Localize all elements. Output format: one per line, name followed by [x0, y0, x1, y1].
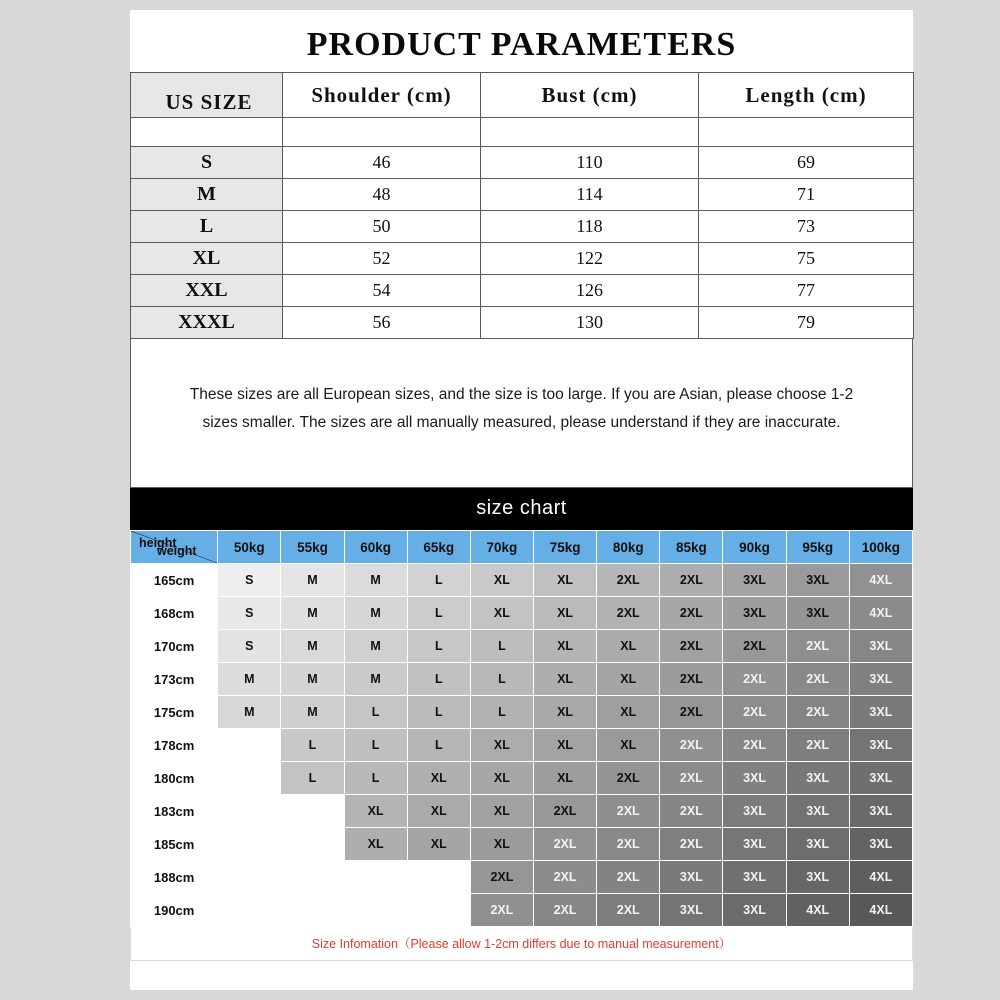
size-chart-cell: 4XL — [849, 861, 912, 894]
size-chart-weight-label: weight — [157, 544, 197, 558]
size-chart-cell: 2XL — [660, 630, 723, 663]
size-chart-cell: M — [344, 630, 407, 663]
size-chart-cell: 2XL — [597, 894, 660, 927]
size-chart-cell: 3XL — [849, 828, 912, 861]
size-chart-cell: 3XL — [849, 795, 912, 828]
size-chart-cell: L — [344, 696, 407, 729]
size-chart-cell — [281, 795, 344, 828]
table-row — [131, 147, 914, 179]
size-chart-cell: 2XL — [660, 564, 723, 597]
product-parameters-table — [130, 72, 914, 339]
size-chart-cell: L — [407, 597, 470, 630]
size-chart-cell: 2XL — [597, 597, 660, 630]
size-chart-weight-header: 55kg — [281, 531, 344, 564]
size-chart-cell: 2XL — [534, 828, 597, 861]
size-chart-height-header: 165cm — [131, 564, 218, 597]
size-chart-weight-header: 100kg — [849, 531, 912, 564]
size-chart-cell: 3XL — [723, 564, 786, 597]
size-chart-cell: 2XL — [723, 630, 786, 663]
size-chart-cell — [344, 861, 407, 894]
params-length: 75 — [699, 243, 914, 275]
table-row — [131, 795, 913, 828]
size-chart-cell: L — [470, 630, 533, 663]
size-chart-header-row — [131, 531, 913, 564]
params-bust: 118 — [481, 211, 699, 243]
size-chart-cell: 3XL — [723, 795, 786, 828]
size-chart-weight-header: 60kg — [344, 531, 407, 564]
size-chart-section — [130, 488, 913, 961]
table-row — [131, 861, 913, 894]
params-bust: 126 — [481, 275, 699, 307]
size-chart-height-header: 180cm — [131, 762, 218, 795]
size-chart-height-header: 178cm — [131, 729, 218, 762]
size-chart-cell: XL — [344, 795, 407, 828]
params-bust: 110 — [481, 147, 699, 179]
table-row — [131, 597, 913, 630]
size-chart-cell: 2XL — [660, 828, 723, 861]
size-chart-cell: M — [344, 663, 407, 696]
table-row — [131, 243, 914, 275]
size-chart-cell: M — [281, 663, 344, 696]
size-chart-cell — [281, 828, 344, 861]
params-size: XXXL — [131, 307, 283, 339]
size-chart-cell: XL — [407, 795, 470, 828]
size-chart-weight-header: 80kg — [597, 531, 660, 564]
params-bust: 130 — [481, 307, 699, 339]
params-shoulder: 54 — [283, 275, 481, 307]
size-chart-cell: 3XL — [849, 696, 912, 729]
size-chart-cell: 2XL — [534, 894, 597, 927]
size-chart-cell: 3XL — [723, 894, 786, 927]
params-bust: 114 — [481, 179, 699, 211]
params-length: 71 — [699, 179, 914, 211]
params-shoulder: 50 — [283, 211, 481, 243]
size-chart-cell: XL — [470, 762, 533, 795]
size-chart-cell: 2XL — [597, 762, 660, 795]
params-length: 73 — [699, 211, 914, 243]
params-spacer-row — [131, 118, 914, 147]
size-chart-height-header: 185cm — [131, 828, 218, 861]
size-chart-cell: XL — [407, 762, 470, 795]
params-header-length: Length (cm) — [699, 73, 914, 118]
size-chart-cell: 2XL — [660, 663, 723, 696]
size-chart-height-header: 170cm — [131, 630, 218, 663]
size-chart-cell: 2XL — [723, 696, 786, 729]
size-chart-height-header: 188cm — [131, 861, 218, 894]
size-chart-cell: XL — [470, 828, 533, 861]
size-chart-cell: 2XL — [534, 795, 597, 828]
size-chart-cell: XL — [534, 729, 597, 762]
size-chart-corner-cell — [131, 531, 218, 564]
size-chart-cell: XL — [534, 630, 597, 663]
size-chart-cell: 3XL — [723, 828, 786, 861]
size-chart-height-header: 175cm — [131, 696, 218, 729]
params-length: 77 — [699, 275, 914, 307]
size-chart-cell: M — [281, 597, 344, 630]
size-chart-cell: XL — [534, 762, 597, 795]
size-chart-cell: 3XL — [660, 861, 723, 894]
table-row — [131, 630, 913, 663]
params-header-row — [131, 73, 914, 118]
size-chart-table — [130, 530, 913, 927]
size-chart-cell: S — [218, 597, 281, 630]
size-chart-cell: 3XL — [849, 630, 912, 663]
size-chart-cell — [218, 861, 281, 894]
size-chart-weight-header: 85kg — [660, 531, 723, 564]
size-chart-cell: 3XL — [723, 597, 786, 630]
size-chart-height-label: height — [139, 536, 177, 550]
table-row — [131, 307, 914, 339]
size-chart-cell: XL — [407, 828, 470, 861]
size-chart-cell: L — [344, 762, 407, 795]
params-size: XL — [131, 243, 283, 275]
size-chart-cell: M — [218, 696, 281, 729]
size-chart-cell: L — [470, 663, 533, 696]
size-chart-cell: 2XL — [786, 696, 849, 729]
size-chart-footer: Size Infomation（Please allow 1-2cm differs due to manual measurement） — [130, 927, 913, 961]
size-chart-cell: S — [218, 630, 281, 663]
params-bust: 122 — [481, 243, 699, 275]
size-chart-cell: L — [407, 630, 470, 663]
table-row — [131, 762, 913, 795]
params-length: 79 — [699, 307, 914, 339]
size-chart-cell — [407, 861, 470, 894]
size-chart-cell: 2XL — [660, 597, 723, 630]
sizing-note: These sizes are all European sizes, and the size is too large. If you are Asian, please choose 1-2 sizes smaller. The sizes are all manually measured, please understand if they are inaccurate. — [130, 339, 913, 488]
params-shoulder: 48 — [283, 179, 481, 211]
table-row — [131, 564, 913, 597]
params-size: L — [131, 211, 283, 243]
size-chart-cell: L — [281, 762, 344, 795]
size-chart-cell: 2XL — [597, 828, 660, 861]
size-chart-height-header: 183cm — [131, 795, 218, 828]
size-chart-cell: 2XL — [660, 729, 723, 762]
params-spacer-cell — [283, 118, 481, 147]
size-chart-cell: XL — [534, 696, 597, 729]
size-chart-cell: XL — [470, 564, 533, 597]
size-chart-cell: M — [344, 564, 407, 597]
size-chart-height-header: 168cm — [131, 597, 218, 630]
size-chart-cell: 2XL — [786, 729, 849, 762]
size-chart-cell: L — [470, 696, 533, 729]
size-chart-cell: XL — [597, 729, 660, 762]
size-chart-cell: XL — [597, 630, 660, 663]
size-chart-weight-header: 90kg — [723, 531, 786, 564]
size-chart-cell: L — [407, 696, 470, 729]
size-chart-cell — [281, 894, 344, 927]
size-chart-cell: 2XL — [660, 795, 723, 828]
size-chart-cell: 2XL — [786, 663, 849, 696]
size-chart-cell: 3XL — [786, 762, 849, 795]
size-chart-cell: 2XL — [660, 696, 723, 729]
size-chart-cell: M — [281, 564, 344, 597]
size-chart-cell — [218, 894, 281, 927]
product-parameters-page — [130, 10, 913, 990]
size-chart-cell: 3XL — [660, 894, 723, 927]
table-row — [131, 179, 914, 211]
size-chart-cell: XL — [534, 663, 597, 696]
params-size: S — [131, 147, 283, 179]
size-chart-cell — [218, 729, 281, 762]
size-chart-cell: L — [344, 729, 407, 762]
size-chart-cell: 2XL — [723, 729, 786, 762]
size-chart-cell: L — [407, 663, 470, 696]
size-chart-cell: XL — [344, 828, 407, 861]
params-spacer-cell — [481, 118, 699, 147]
size-chart-cell: XL — [534, 564, 597, 597]
page-title: PRODUCT PARAMETERS — [306, 26, 737, 63]
size-chart-cell: 2XL — [470, 894, 533, 927]
size-chart-cell: 3XL — [849, 762, 912, 795]
size-chart-weight-header: 95kg — [786, 531, 849, 564]
size-chart-cell: L — [281, 729, 344, 762]
size-chart-cell: 2XL — [597, 861, 660, 894]
size-chart-weight-header: 70kg — [470, 531, 533, 564]
table-row — [131, 894, 913, 927]
size-chart-cell: M — [281, 696, 344, 729]
size-chart-height-header: 190cm — [131, 894, 218, 927]
size-chart-height-header: 173cm — [131, 663, 218, 696]
size-chart-cell: 3XL — [849, 663, 912, 696]
table-row — [131, 275, 914, 307]
size-chart-weight-header: 50kg — [218, 531, 281, 564]
size-chart-weight-header: 65kg — [407, 531, 470, 564]
size-chart-cell: 3XL — [786, 861, 849, 894]
params-size: M — [131, 179, 283, 211]
size-chart-cell — [407, 894, 470, 927]
size-chart-cell: L — [407, 729, 470, 762]
size-chart-cell: XL — [470, 729, 533, 762]
size-chart-cell: 2XL — [534, 861, 597, 894]
size-chart-weight-header: 75kg — [534, 531, 597, 564]
params-header-us-size: US SIZE — [131, 73, 283, 118]
size-chart-cell: 3XL — [786, 597, 849, 630]
params-shoulder: 46 — [283, 147, 481, 179]
table-row — [131, 696, 913, 729]
params-shoulder: 56 — [283, 307, 481, 339]
size-chart-cell: 4XL — [849, 894, 912, 927]
size-chart-cell: S — [218, 564, 281, 597]
table-row — [131, 729, 913, 762]
table-row — [131, 211, 914, 243]
size-chart-cell: 2XL — [660, 762, 723, 795]
table-row — [131, 828, 913, 861]
size-chart-cell: 2XL — [723, 663, 786, 696]
size-chart-cell — [218, 762, 281, 795]
size-chart-cell: XL — [597, 663, 660, 696]
size-chart-cell: 2XL — [786, 630, 849, 663]
size-chart-cell — [344, 894, 407, 927]
size-chart-cell: XL — [534, 597, 597, 630]
size-chart-title: size chart — [130, 488, 913, 530]
size-chart-cell: L — [407, 564, 470, 597]
size-chart-cell: XL — [597, 696, 660, 729]
size-chart-cell: M — [218, 663, 281, 696]
size-chart-cell: 4XL — [849, 597, 912, 630]
size-chart-cell: 3XL — [786, 795, 849, 828]
size-chart-cell: 3XL — [786, 564, 849, 597]
size-chart-cell: 3XL — [723, 762, 786, 795]
params-header-bust: Bust (cm) — [481, 73, 699, 118]
size-chart-cell: M — [344, 597, 407, 630]
params-shoulder: 52 — [283, 243, 481, 275]
size-chart-cell — [218, 828, 281, 861]
table-row — [131, 663, 913, 696]
size-chart-cell: 3XL — [786, 828, 849, 861]
params-length: 69 — [699, 147, 914, 179]
params-spacer-cell — [699, 118, 914, 147]
params-header-shoulder: Shoulder (cm) — [283, 73, 481, 118]
size-chart-cell: M — [281, 630, 344, 663]
size-chart-cell — [281, 861, 344, 894]
params-spacer-cell — [131, 118, 283, 147]
size-chart-cell: 3XL — [849, 729, 912, 762]
size-chart-cell: 4XL — [849, 564, 912, 597]
size-chart-cell — [218, 795, 281, 828]
size-chart-cell: XL — [470, 597, 533, 630]
size-chart-cell: 4XL — [786, 894, 849, 927]
size-chart-cell: 2XL — [470, 861, 533, 894]
params-size: XXL — [131, 275, 283, 307]
size-chart-cell: 2XL — [597, 795, 660, 828]
size-chart-cell: 2XL — [597, 564, 660, 597]
size-chart-cell: XL — [470, 795, 533, 828]
size-chart-cell: 3XL — [723, 861, 786, 894]
